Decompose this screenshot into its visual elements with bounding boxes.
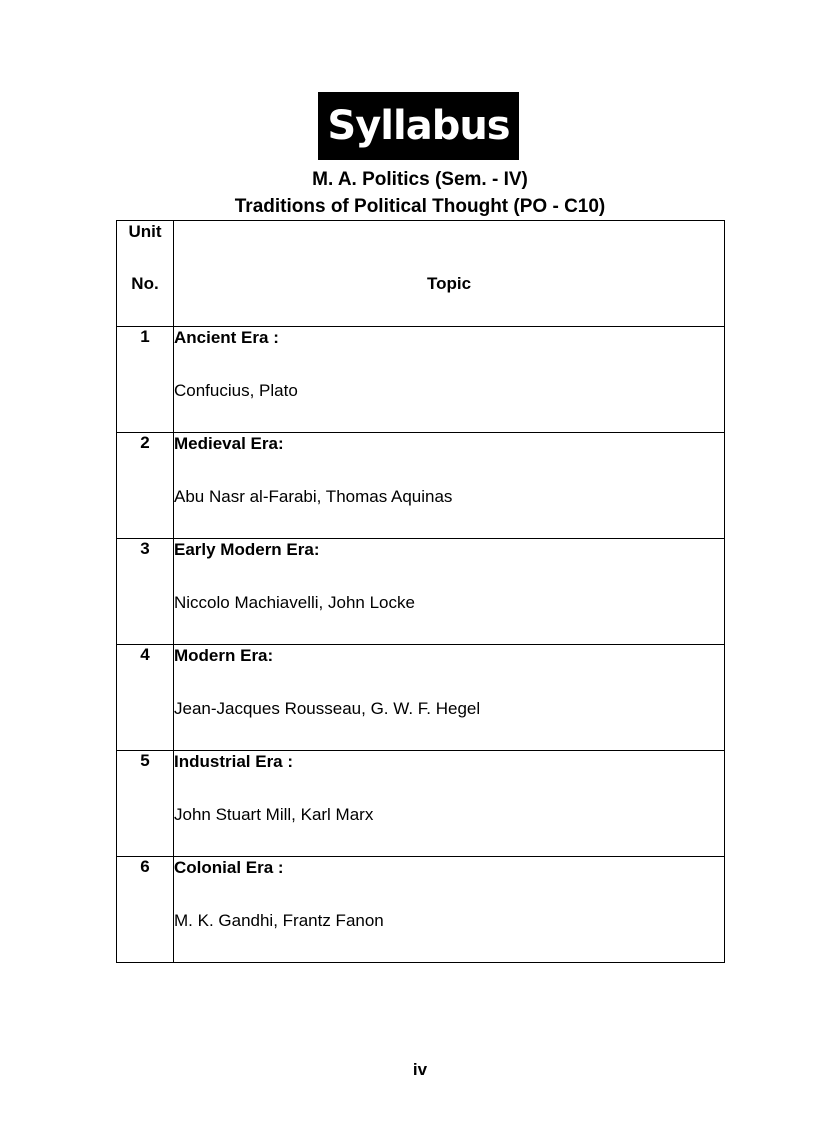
unit-topic bbox=[174, 539, 725, 645]
course-title: M. A. Politics (Sem. - IV) bbox=[312, 169, 528, 190]
unit-number: 5 bbox=[117, 751, 174, 857]
era-heading: Ancient Era : bbox=[174, 328, 279, 347]
table-row bbox=[117, 645, 725, 751]
thinkers-list: Confucius, Plato bbox=[174, 381, 298, 400]
header-topic bbox=[174, 221, 725, 327]
era-heading: Modern Era: bbox=[174, 646, 274, 665]
unit-topic bbox=[174, 327, 725, 433]
page-number: iv bbox=[412, 1060, 428, 1079]
thinkers-list: M. K. Gandhi, Frantz Fanon bbox=[174, 911, 384, 930]
table-row bbox=[117, 433, 725, 539]
header-no-label: No. bbox=[131, 274, 159, 293]
unit-number: 4 bbox=[117, 645, 174, 751]
table-row bbox=[117, 539, 725, 645]
syllabus-table bbox=[116, 220, 725, 963]
unit-number: 2 bbox=[117, 433, 174, 539]
era-heading: Early Modern Era: bbox=[174, 540, 320, 559]
paper-title: Traditions of Political Thought (PO - C10) bbox=[234, 196, 606, 217]
page-title: Syllabus bbox=[318, 92, 519, 160]
header-unit-no bbox=[117, 221, 174, 327]
unit-number: 3 bbox=[117, 539, 174, 645]
unit-topic bbox=[174, 751, 725, 857]
era-heading: Industrial Era : bbox=[174, 752, 294, 771]
thinkers-list: John Stuart Mill, Karl Marx bbox=[174, 805, 374, 824]
unit-number: 1 bbox=[117, 327, 174, 433]
thinkers-list: Niccolo Machiavelli, John Locke bbox=[174, 593, 415, 612]
era-heading: Colonial Era : bbox=[174, 858, 284, 877]
table-row bbox=[117, 751, 725, 857]
table-row bbox=[117, 857, 725, 963]
unit-topic bbox=[174, 645, 725, 751]
header-topic-label: Topic bbox=[426, 274, 472, 293]
unit-topic bbox=[174, 857, 725, 963]
header-unit-label: Unit bbox=[128, 222, 162, 241]
table-row bbox=[117, 327, 725, 433]
table-header-row bbox=[117, 221, 725, 327]
unit-number: 6 bbox=[117, 857, 174, 963]
era-heading: Medieval Era: bbox=[174, 434, 284, 453]
unit-topic bbox=[174, 433, 725, 539]
thinkers-list: Abu Nasr al-Farabi, Thomas Aquinas bbox=[174, 487, 453, 506]
thinkers-list: Jean-Jacques Rousseau, G. W. F. Hegel bbox=[174, 699, 481, 718]
